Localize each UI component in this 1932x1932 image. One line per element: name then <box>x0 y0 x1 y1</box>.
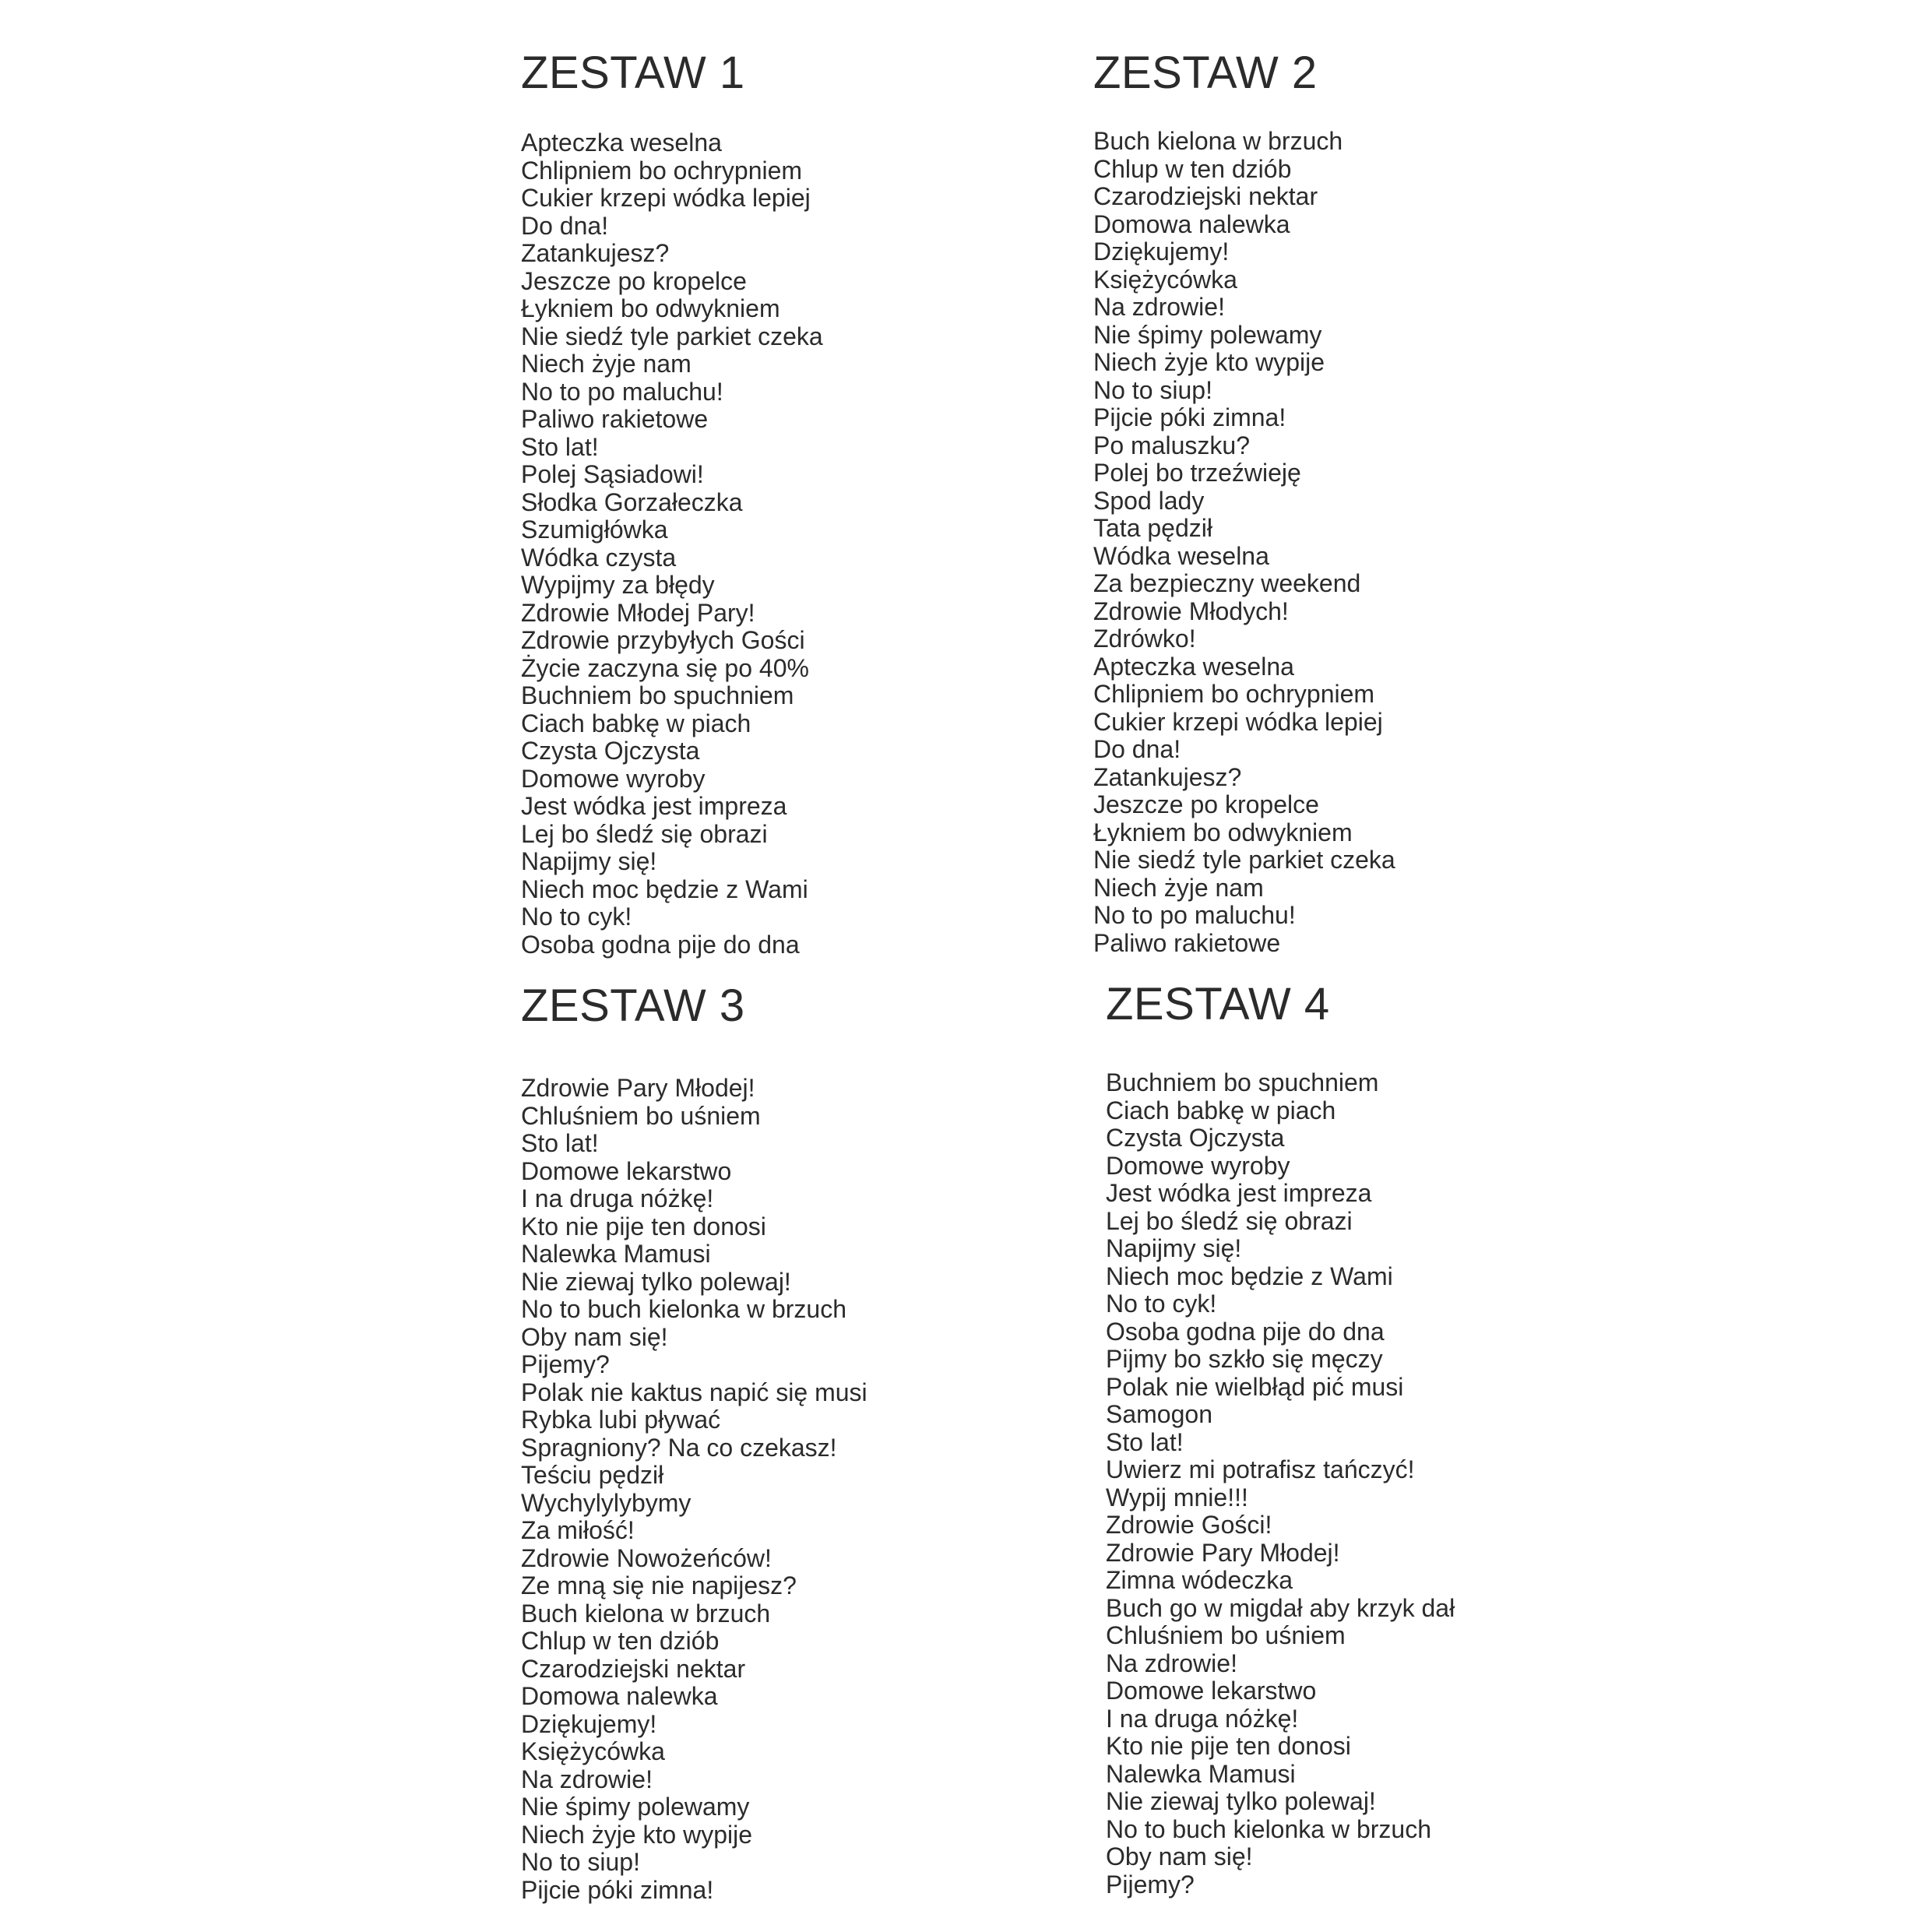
list-item: Uwierz mi potrafisz tańczyć! <box>1106 1455 1415 1483</box>
list-item: Sto lat! <box>1106 1427 1184 1456</box>
list-item: Chluśniem bo uśniem <box>521 1101 761 1130</box>
list-item: Kto nie pije ten donosi <box>521 1212 766 1240</box>
list-item: I na druga nóżkę! <box>1106 1704 1299 1733</box>
list-item: Ciach babkę w piach <box>1106 1096 1336 1124</box>
list-item: No to buch kielonka w brzuch <box>521 1295 846 1323</box>
list-item: No to siup! <box>1093 375 1212 404</box>
list-item: Niech moc będzie z Wami <box>1106 1262 1393 1290</box>
set-4-list <box>1106 1069 1666 1899</box>
list-item: Tata pędził <box>1093 514 1212 542</box>
list-item: Wypij mnie!!! <box>1106 1483 1248 1511</box>
list-item: Oby nam się! <box>521 1322 668 1351</box>
list-item: Na zdrowie! <box>1106 1649 1237 1677</box>
list-item: Nalewka Mamusi <box>1106 1759 1296 1788</box>
list-item: Nie ziewaj tylko polewaj! <box>1106 1787 1376 1815</box>
list-item: Nie ziewaj tylko polewaj! <box>521 1267 791 1296</box>
list-item: Księżycówka <box>521 1737 665 1765</box>
list-item: Zatankujesz? <box>1093 762 1242 791</box>
list-item: Rybka lubi pływać <box>521 1406 721 1434</box>
list-item: Za bezpieczny weekend <box>1093 569 1361 597</box>
list-item: Pijcie póki zimna! <box>1093 403 1286 431</box>
list-item: Sto lat! <box>521 432 599 461</box>
list-item: Polak nie kaktus napić się musi <box>521 1378 867 1406</box>
list-item: Wychylylybymy <box>521 1488 692 1517</box>
list-item: Sto lat! <box>521 1129 599 1157</box>
list-item: Ze mną się nie napijesz? <box>521 1571 797 1599</box>
list-item: Domowe wyroby <box>1106 1151 1290 1180</box>
list-item: Nie śpimy polewamy <box>521 1793 750 1821</box>
list-item: Oby nam się! <box>1106 1842 1253 1870</box>
set-1-title: ZESTAW 1 <box>521 48 745 98</box>
list-item: Łykniem bo odwykniem <box>521 294 780 322</box>
list-item: Zimna wódeczka <box>1106 1566 1293 1594</box>
list-item: Ciach babkę w piach <box>521 709 751 737</box>
list-item: Teściu pędził <box>521 1461 664 1489</box>
list-item: Chlipniem bo ochrypniem <box>1093 680 1375 708</box>
list-item: No to cyk! <box>521 903 632 931</box>
list-item: Słodka Gorzałeczka <box>521 487 743 516</box>
list-item: Czarodziejski nektar <box>521 1654 746 1683</box>
list-item: Na zdrowie! <box>521 1765 653 1793</box>
list-item: Jeszcze po kropelce <box>1093 790 1319 818</box>
list-item: Buch go w migdał aby krzyk dał <box>1106 1593 1455 1622</box>
list-item: Do dna! <box>521 211 609 240</box>
list-item: Samogon <box>1106 1400 1212 1428</box>
list-item: Szumigłówka <box>521 516 668 544</box>
list-item: Życie zaczyna się po 40% <box>521 653 809 682</box>
list-item: Pijmy bo szkło się męczy <box>1106 1345 1383 1373</box>
list-item: Cukier krzepi wódka lepiej <box>1093 707 1383 736</box>
list-item: Niech żyje kto wypije <box>1093 348 1325 376</box>
list-item: Zdrówko! <box>1093 625 1196 653</box>
list-item: Czysta Ojczysta <box>521 737 700 765</box>
list-item: Niech żyje nam <box>1093 873 1264 902</box>
list-item: Dziękujemy! <box>521 1709 657 1738</box>
list-item: Pijemy? <box>521 1350 610 1378</box>
set-3-panel <box>521 981 1082 1904</box>
list-item: Paliwo rakietowe <box>1093 928 1281 957</box>
list-item: Jeszcze po kropelce <box>521 266 747 295</box>
list-item: Jest wódka jest impreza <box>1106 1179 1372 1207</box>
list-item: Chlup w ten dziób <box>521 1627 720 1655</box>
list-item: Spragniony? Na co czekasz! <box>521 1433 837 1462</box>
list-item: Napijmy się! <box>1106 1234 1242 1262</box>
list-item: Jest wódka jest impreza <box>521 792 787 820</box>
list-item: Wódka weselna <box>1093 541 1269 570</box>
list-item: Nie śpimy polewamy <box>1093 320 1322 349</box>
list-item: Domowa nalewka <box>1093 209 1290 238</box>
list-item: Zdrowie Gości! <box>1106 1511 1272 1539</box>
list-item: Nie siedź tyle parkiet czeka <box>1093 846 1395 874</box>
list-item: Polak nie wielbłąd pić musi <box>1106 1372 1404 1401</box>
list-item: No to cyk! <box>1106 1290 1217 1318</box>
list-item: Na zdrowie! <box>1093 293 1225 321</box>
list-item: No to po maluchu! <box>521 377 723 406</box>
list-item: Chlipniem bo ochrypniem <box>521 156 803 185</box>
list-item: Cukier krzepi wódka lepiej <box>521 184 811 212</box>
list-item: Pijcie póki zimna! <box>521 1875 714 1904</box>
list-item: Buchniem bo spuchniem <box>521 681 794 709</box>
list-item: Do dna! <box>1093 735 1181 763</box>
list-item: Niech moc będzie z Wami <box>521 875 808 903</box>
set-2-title: ZESTAW 2 <box>1093 48 1318 98</box>
list-item: Zatankujesz? <box>521 239 670 267</box>
list-item: No to po maluchu! <box>1093 901 1296 929</box>
list-item: Czarodziejski nektar <box>1093 182 1318 210</box>
list-item: No to buch kielonka w brzuch <box>1106 1814 1431 1843</box>
list-item: Polej Sąsiadowi! <box>521 460 704 488</box>
list-item: Zdrowie Młodej Pary! <box>521 598 755 627</box>
list-item: Niech żyje nam <box>521 350 692 378</box>
list-item: Księżycówka <box>1093 265 1237 294</box>
list-item: Zdrowie przybyłych Gości <box>521 626 805 654</box>
set-1-list <box>521 129 1082 959</box>
list-item: Spod lady <box>1093 486 1205 515</box>
list-item: Apteczka weselna <box>521 128 722 157</box>
list-item: Wypijmy za błędy <box>521 571 715 599</box>
set-2-list <box>1093 128 1654 957</box>
list-item: Zdrowie Młodych! <box>1093 596 1289 625</box>
set-4-panel <box>1106 980 1666 1899</box>
list-item: Czysta Ojczysta <box>1106 1124 1285 1152</box>
list-item: I na druga nóżkę! <box>521 1184 714 1212</box>
list-item: Buch kielona w brzuch <box>521 1599 771 1628</box>
list-item: Za miłość! <box>521 1516 635 1544</box>
list-item: Paliwo rakietowe <box>521 405 709 433</box>
list-item: Łykniem bo odwykniem <box>1093 818 1353 846</box>
list-item: No to siup! <box>521 1848 640 1876</box>
list-item: Domowe lekarstwo <box>521 1156 732 1185</box>
list-item: Domowe lekarstwo <box>1106 1677 1317 1705</box>
list-item: Wódka czysta <box>521 543 677 572</box>
list-item: Pijemy? <box>1106 1870 1195 1899</box>
list-item: Domowe wyroby <box>521 764 706 793</box>
list-item: Niech żyje kto wypije <box>521 1820 752 1849</box>
list-item: Polej bo trzeźwieję <box>1093 459 1301 487</box>
list-item: Zdrowie Nowożeńców! <box>521 1543 772 1572</box>
list-item: Lej bo śledź się obrazi <box>1106 1206 1353 1235</box>
list-item: Dziękujemy! <box>1093 238 1230 266</box>
list-item: Buchniem bo spuchniem <box>1106 1068 1379 1096</box>
list-item: Domowa nalewka <box>521 1682 718 1710</box>
list-item: Lej bo śledź się obrazi <box>521 819 768 848</box>
list-item: Buch kielona w brzuch <box>1093 127 1343 155</box>
list-item: Zdrowie Pary Młodej! <box>1106 1538 1340 1567</box>
list-item: Po maluszku? <box>1093 431 1250 459</box>
set-4-title: ZESTAW 4 <box>1106 979 1330 1029</box>
list-item: Napijmy się! <box>521 847 657 875</box>
list-item: Chlup w ten dziób <box>1093 154 1292 183</box>
list-item: Zdrowie Pary Młodej! <box>521 1074 755 1102</box>
set-2-panel <box>1093 48 1654 957</box>
set-1-panel <box>521 48 1082 959</box>
set-3-title: ZESTAW 3 <box>521 980 745 1031</box>
list-item: Nie siedź tyle parkiet czeka <box>521 322 823 350</box>
list-item: Kto nie pije ten donosi <box>1106 1732 1351 1760</box>
list-item: Osoba godna pije do dna <box>1106 1317 1385 1346</box>
set-3-list <box>521 1075 1082 1904</box>
list-item: Chluśniem bo uśniem <box>1106 1621 1346 1649</box>
list-item: Apteczka weselna <box>1093 652 1294 681</box>
list-item: Osoba godna pije do dna <box>521 930 800 959</box>
list-item: Nalewka Mamusi <box>521 1240 711 1268</box>
